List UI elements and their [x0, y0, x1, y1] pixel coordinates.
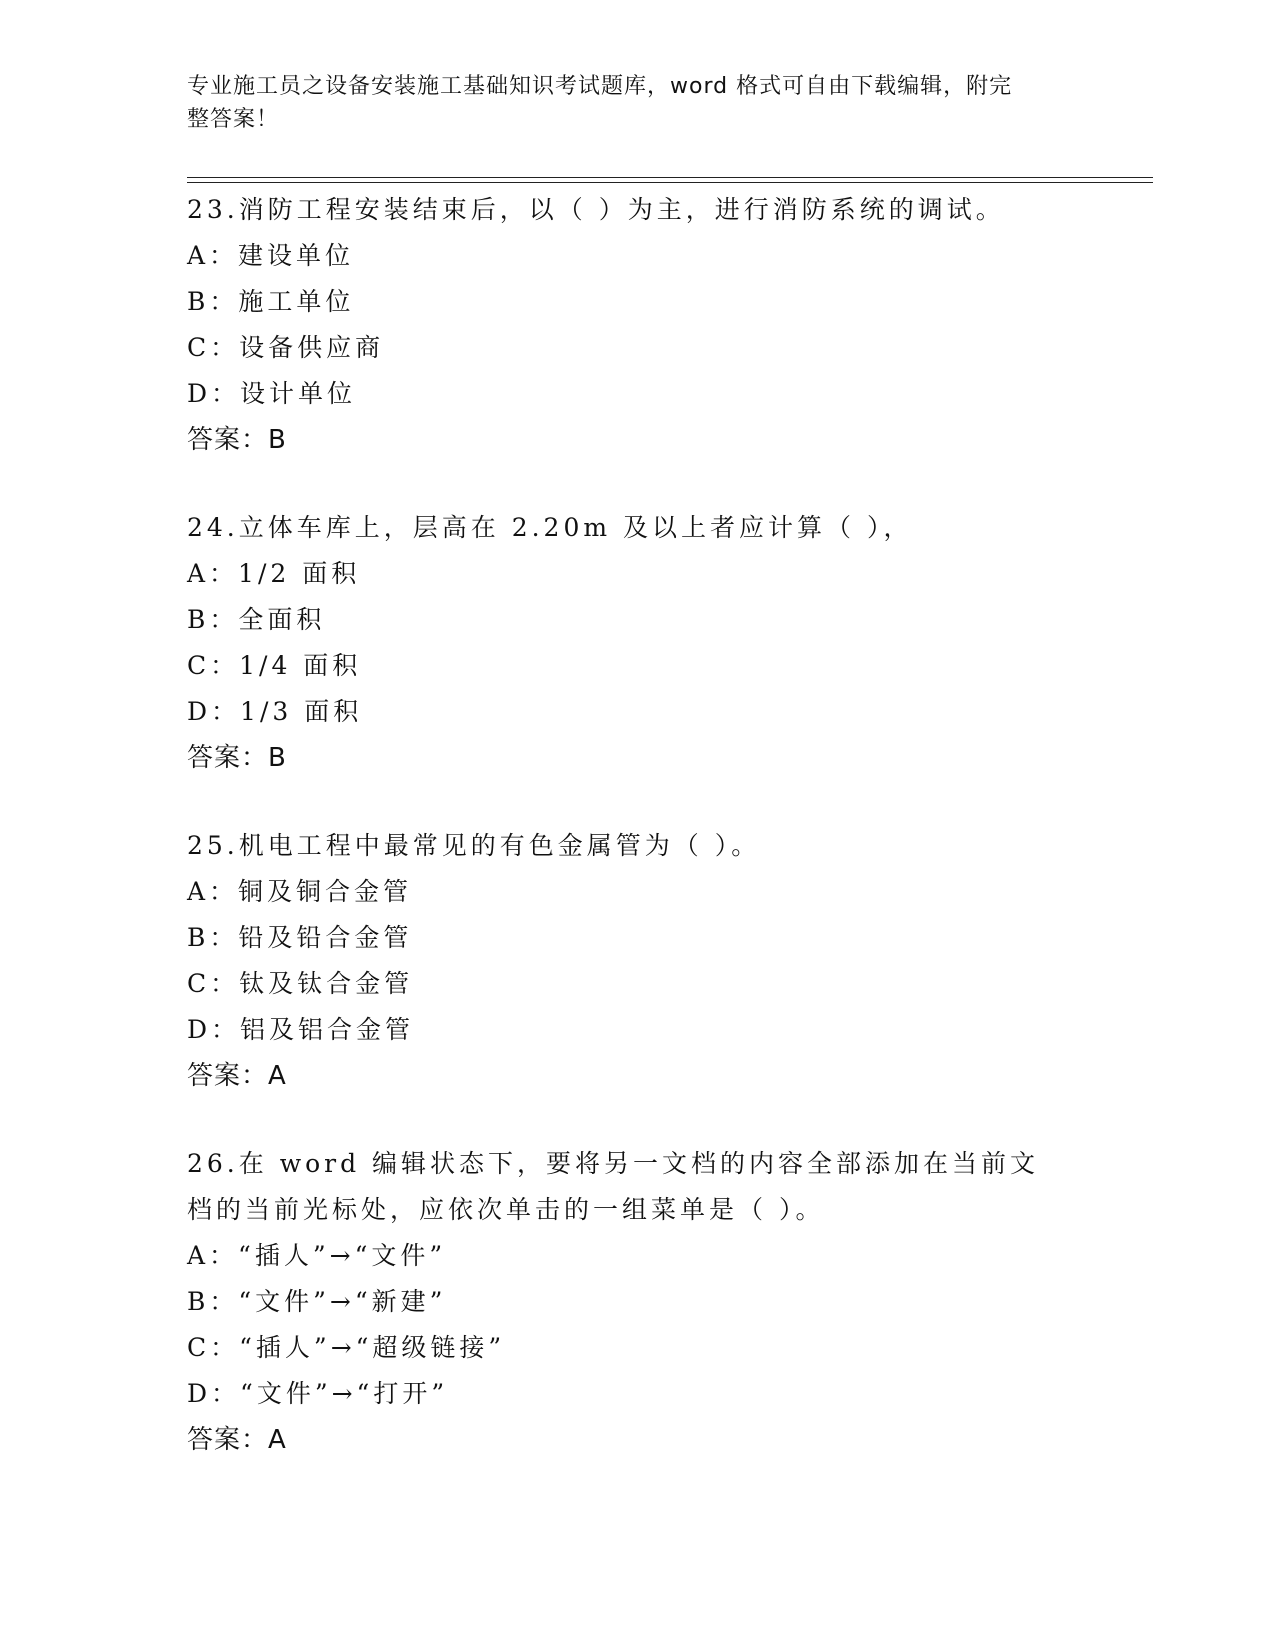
- header-divider-top: [187, 177, 1153, 178]
- question-26: [187, 1141, 1147, 1463]
- question-23: [187, 187, 1147, 463]
- option-b: B：全面积: [187, 605, 326, 634]
- option-b: B：施工单位: [187, 287, 355, 316]
- question-24: [187, 505, 1147, 781]
- option-b: B：“文件”→“新建”: [187, 1287, 447, 1316]
- header-line-2: 整答案！: [187, 107, 280, 132]
- option-b: B：铅及铅合金管: [187, 923, 413, 952]
- header-divider-bottom: [187, 182, 1153, 183]
- option-c: C：设备供应商: [187, 333, 385, 362]
- option-d: D：1/3 面积: [187, 697, 363, 726]
- document-header: [187, 70, 1067, 136]
- question-text: 23.消防工程安装结束后，以（ ）为主，进行消防系统的调试。: [187, 195, 1005, 224]
- question-text: 26.在 word 编辑状态下，要将另一文档的内容全部添加在当前文档的当前光标处，应依次单击的一组菜单是（ ）。: [187, 1149, 1040, 1224]
- question-25: [187, 823, 1147, 1099]
- question-text: 25.机电工程中最常见的有色金属管为（ ）。: [187, 831, 761, 860]
- answer: 答案：B: [187, 743, 287, 773]
- option-c: C：1/4 面积: [187, 651, 362, 680]
- option-d: D：铝及铝合金管: [187, 1015, 415, 1044]
- option-c: C：钛及钛合金管: [187, 969, 414, 998]
- option-d: D：“文件”→“打开”: [187, 1379, 449, 1408]
- option-d: D：设计单位: [187, 379, 357, 408]
- option-a: A：建设单位: [187, 241, 355, 270]
- option-c: C：“插人”→“超级链接”: [187, 1333, 506, 1362]
- question-text: 24.立体车库上，层高在 2.20m 及以上者应计算（ ），: [187, 513, 913, 542]
- answer: 答案：A: [187, 1425, 287, 1455]
- option-a: A：1/2 面积: [187, 559, 361, 588]
- option-a: A：铜及铜合金管: [187, 877, 413, 906]
- answer: 答案：A: [187, 1061, 287, 1091]
- option-a: A：“插人”→“文件”: [187, 1241, 447, 1270]
- question-list: [187, 187, 1147, 1505]
- header-line-1: 专业施工员之设备安装施工基础知识考试题库，word 格式可自由下载编辑，附完: [187, 74, 1013, 99]
- answer: 答案：B: [187, 425, 287, 455]
